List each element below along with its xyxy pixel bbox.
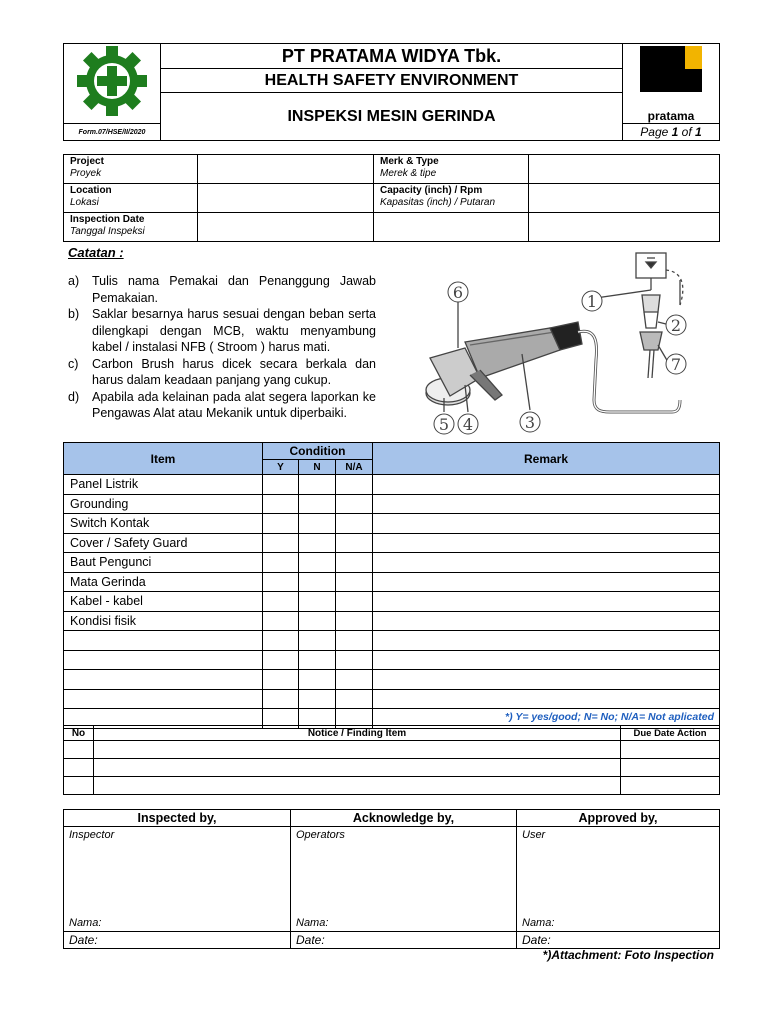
- table-row: [64, 533, 720, 553]
- table-row: [64, 759, 720, 777]
- table-row: [64, 741, 720, 759]
- remark-cell[interactable]: [373, 611, 720, 631]
- diagram-label: 5: [438, 415, 450, 434]
- date-field[interactable]: Date:: [64, 932, 291, 949]
- company-name: PT PRATAMA WIDYA Tbk.: [161, 44, 623, 69]
- cond-na-cell[interactable]: [336, 475, 373, 495]
- nama-label: Nama:: [522, 917, 555, 929]
- table-row: [64, 475, 720, 495]
- remark-cell[interactable]: [373, 689, 720, 709]
- table-row: [64, 572, 720, 592]
- cond-n-cell[interactable]: [299, 533, 336, 553]
- table-row: [64, 553, 720, 573]
- cond-na-cell[interactable]: [336, 533, 373, 553]
- condition-legend: *) Y= yes/good; N= No; N/A= Not aplicated: [505, 711, 714, 723]
- cond-y-cell[interactable]: [263, 494, 299, 514]
- col-no: No: [64, 726, 94, 741]
- notice-cell[interactable]: [94, 759, 621, 777]
- note-item: a) Tulis nama Pemakai dan Penanggung Jawab Pemakaian.: [68, 274, 376, 305]
- table-row: [64, 631, 720, 651]
- col-item: Item: [64, 443, 263, 475]
- diagram-label: 1: [586, 292, 598, 311]
- table-row: [64, 592, 720, 612]
- cond-na-cell[interactable]: [336, 670, 373, 690]
- cond-na-cell[interactable]: [336, 650, 373, 670]
- cond-y-cell[interactable]: [263, 689, 299, 709]
- cond-na-cell[interactable]: [336, 689, 373, 709]
- item-label: Panel Listrik: [64, 475, 263, 495]
- note-item: c) Carbon Brush harus dicek secara berkala dan harus dalam keadaan panjang yang cukup.: [68, 356, 376, 387]
- acknowledge-by-header: Acknowledge by,: [291, 810, 517, 827]
- due-cell[interactable]: [621, 777, 720, 795]
- col-notice: Notice / Finding Item: [94, 726, 621, 741]
- diagram-label: 4: [462, 415, 474, 434]
- department-title: HEALTH SAFETY ENVIRONMENT: [161, 69, 623, 93]
- cond-n-cell[interactable]: [299, 475, 336, 495]
- info-table: [63, 154, 720, 242]
- due-cell[interactable]: [621, 759, 720, 777]
- attachment-note: *)Attachment: Foto Inspection: [542, 948, 714, 962]
- capacity-field[interactable]: [529, 184, 720, 213]
- item-cell[interactable]: [64, 650, 263, 670]
- cond-y-cell[interactable]: [263, 553, 299, 573]
- notes-list: [68, 273, 376, 422]
- project-field[interactable]: [198, 155, 374, 184]
- table-row: [64, 494, 720, 514]
- inspected-by-header: Inspected by,: [64, 810, 291, 827]
- remark-cell[interactable]: [373, 475, 720, 495]
- item-cell[interactable]: [64, 670, 263, 690]
- cond-y-cell[interactable]: [263, 611, 299, 631]
- form-title: INSPEKSI MESIN GERINDA: [161, 93, 623, 141]
- capacity-label: Capacity (inch) / Rpm Kapasitas (inch) / Putaran: [374, 184, 529, 213]
- item-label: Switch Kontak: [64, 514, 263, 534]
- remark-cell[interactable]: [373, 533, 720, 553]
- cond-na-cell[interactable]: [336, 494, 373, 514]
- brand-name: pratama: [647, 109, 695, 123]
- checklist-table: [63, 442, 720, 729]
- cond-y-cell[interactable]: [263, 572, 299, 592]
- item-label: Kabel - kabel: [64, 592, 263, 612]
- safety-logo-cell: [64, 44, 161, 124]
- no-cell[interactable]: [64, 759, 94, 777]
- role-label: Inspector: [69, 829, 115, 841]
- cond-n-cell[interactable]: [299, 650, 336, 670]
- item-label: Cover / Safety Guard: [64, 533, 263, 553]
- cond-na-cell[interactable]: [336, 631, 373, 651]
- cond-y-cell[interactable]: [263, 533, 299, 553]
- date-field[interactable]: Date:: [517, 932, 720, 949]
- merk-field[interactable]: [529, 155, 720, 184]
- cond-n-cell[interactable]: [299, 494, 336, 514]
- notes-title: Catatan :: [68, 245, 124, 260]
- remark-cell[interactable]: [373, 494, 720, 514]
- inspector-signature-box[interactable]: [64, 827, 291, 932]
- cond-na-cell[interactable]: [336, 572, 373, 592]
- no-cell[interactable]: [64, 741, 94, 759]
- blank-cell: [529, 213, 720, 242]
- remark-cell[interactable]: [373, 631, 720, 651]
- remark-cell[interactable]: [373, 670, 720, 690]
- table-row: [64, 670, 720, 690]
- diagram-label: 3: [524, 413, 536, 432]
- item-label: Kondisi fisik: [64, 611, 263, 631]
- table-row: [64, 611, 720, 631]
- note-item: d) Apabila ada kelainan pada alat segera laporkan ke Pengawas Alat atau Mekanik untuk diperbaiki.: [68, 389, 376, 420]
- cond-na-cell[interactable]: [336, 592, 373, 612]
- project-label: Project Proyek: [64, 155, 198, 184]
- role-label: User: [522, 829, 546, 841]
- cond-y-cell[interactable]: [263, 514, 299, 534]
- col-remark: Remark: [373, 443, 720, 475]
- col-due-date: Due Date Action: [621, 726, 720, 741]
- brand-logo-cell: [623, 44, 720, 124]
- col-y: Y: [263, 460, 299, 475]
- cond-n-cell[interactable]: [299, 631, 336, 651]
- remark-cell[interactable]: [373, 650, 720, 670]
- cond-n-cell[interactable]: [299, 514, 336, 534]
- notice-cell[interactable]: [94, 741, 621, 759]
- table-row: [64, 777, 720, 795]
- no-cell[interactable]: [64, 777, 94, 795]
- cond-y-cell[interactable]: [263, 670, 299, 690]
- cond-y-cell[interactable]: [263, 650, 299, 670]
- item-label: Mata Gerinda: [64, 572, 263, 592]
- cond-y-cell[interactable]: [263, 475, 299, 495]
- nama-label: Nama:: [296, 917, 329, 929]
- role-label: Operators: [296, 829, 345, 841]
- merk-label: Merk & Type Merek & tipe: [374, 155, 529, 184]
- form-header: [63, 43, 720, 141]
- table-row: [64, 689, 720, 709]
- item-cell[interactable]: [64, 689, 263, 709]
- cond-na-cell[interactable]: [336, 611, 373, 631]
- notice-cell[interactable]: [94, 777, 621, 795]
- remark-cell[interactable]: [373, 514, 720, 534]
- col-n: N: [299, 460, 336, 475]
- item-label: Grounding: [64, 494, 263, 514]
- signature-table: [63, 809, 720, 949]
- pratama-logo-icon: [636, 44, 706, 110]
- cond-n-cell[interactable]: [299, 572, 336, 592]
- safety-gear-cross-icon: [73, 46, 151, 116]
- remark-cell[interactable]: [373, 572, 720, 592]
- inspection-date-label: Inspection Date Tanggal Inspeksi: [64, 213, 198, 242]
- cond-n-cell[interactable]: [299, 592, 336, 612]
- grinder-diagram: [410, 250, 710, 438]
- approved-by-header: Approved by,: [517, 810, 720, 827]
- diagram-label: 6: [452, 283, 464, 302]
- col-condition: Condition: [263, 443, 373, 460]
- cond-na-cell[interactable]: [336, 514, 373, 534]
- nama-label: Nama:: [69, 917, 102, 929]
- table-row: [64, 650, 720, 670]
- cond-n-cell[interactable]: [299, 670, 336, 690]
- diagram-label: 2: [670, 316, 682, 335]
- cond-y-cell[interactable]: [263, 592, 299, 612]
- date-field[interactable]: Date:: [291, 932, 517, 949]
- item-label: Baut Pengunci: [64, 553, 263, 573]
- cond-n-cell[interactable]: [299, 689, 336, 709]
- diagram-label: 7: [670, 355, 682, 374]
- col-na: N/A: [336, 460, 373, 475]
- location-field[interactable]: [198, 184, 374, 213]
- notice-table: [63, 725, 720, 795]
- item-cell[interactable]: [64, 631, 263, 651]
- cond-y-cell[interactable]: [263, 631, 299, 651]
- form-number: Form.07/HSE/II/2020: [64, 124, 161, 141]
- blank-cell: [374, 213, 529, 242]
- operator-signature-box[interactable]: [291, 827, 517, 932]
- remark-cell[interactable]: [373, 592, 720, 612]
- inspection-date-field[interactable]: [198, 213, 374, 242]
- location-label: Location Lokasi: [64, 184, 198, 213]
- cond-n-cell[interactable]: [299, 553, 336, 573]
- cond-n-cell[interactable]: [299, 611, 336, 631]
- page-indicator: Page 1 of 1: [623, 124, 720, 141]
- note-item: b) Saklar besarnya harus sesuai dengan beban serta dilengkapi dengan MCB, waktu menyambung kabel / instalasi NFB ( Stroom ) harus mati.: [68, 307, 376, 354]
- due-cell[interactable]: [621, 741, 720, 759]
- table-row: [64, 514, 720, 534]
- cond-na-cell[interactable]: [336, 553, 373, 573]
- remark-cell[interactable]: [373, 553, 720, 573]
- user-signature-box[interactable]: [517, 827, 720, 932]
